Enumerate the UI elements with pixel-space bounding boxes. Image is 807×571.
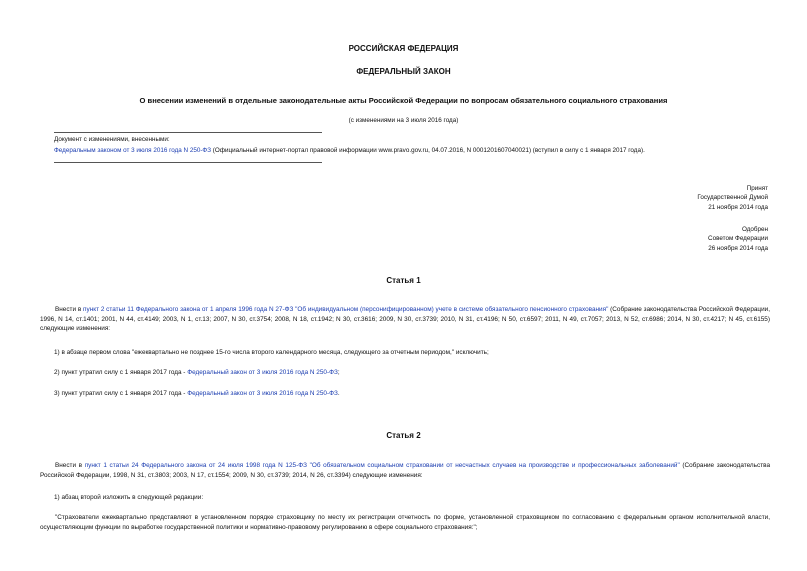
article-2-quote: "Страхователи ежеквартально представляют в установленном порядке страховщику по месту их регистрации отчетность по форме, установленной страховщиком по согласованию с федеральным органом исполнительной власти, осуществляющим функции по выработке государственной политики и нормативно-правовому регулированию в сфере социального страхования:"; bbox=[40, 514, 770, 531]
article-1-intro-start: Внести в bbox=[55, 306, 84, 313]
edition-note: (с изменениями на 3 июля 2016 года) bbox=[348, 117, 459, 124]
item-2-link[interactable]: Федеральный закон от 3 июля 2016 года N 250-ФЗ bbox=[187, 369, 338, 376]
item-2-text: 2) пункт утратил силу с 1 января 2017 года - bbox=[54, 369, 188, 376]
item-2-end: ; bbox=[337, 369, 340, 376]
law-title: О внесении изменений в отдельные законодательные акты Российской Федерации по вопросам обязательного социального страхования bbox=[139, 96, 668, 105]
article-2-link[interactable]: пункт 1 статьи 24 Федерального закона от 24 июля 1998 года N 125-ФЗ "Об обязательном социальном страховании от несчастных случаев на производстве и профессиональных заболеваний" bbox=[84, 462, 680, 469]
country-heading: РОССИЙСКАЯ ФЕДЕРАЦИЯ bbox=[348, 44, 459, 53]
adoption-council bbox=[708, 225, 768, 253]
article-2-intro bbox=[40, 461, 770, 480]
changes-link[interactable]: Федеральным законом от 3 июля 2016 года N 250-ФЗ bbox=[54, 146, 212, 154]
item-3-link[interactable]: Федеральный закон от 3 июля 2016 года N 250-ФЗ bbox=[187, 390, 338, 397]
item-3-text: 3) пункт утратил силу с 1 января 2017 года - bbox=[54, 390, 188, 397]
article-1-intro bbox=[40, 305, 770, 334]
duma-line-2: Государственной Думой bbox=[697, 194, 768, 202]
changes-label: Документ с изменениями, внесенными: bbox=[54, 136, 170, 143]
article-1-heading: Статья 1 bbox=[386, 276, 421, 285]
duma-line-1: Принят bbox=[746, 185, 768, 192]
changes-bottom-rule bbox=[54, 162, 322, 163]
article-1-item-3 bbox=[54, 390, 770, 399]
council-line-1: Одобрен bbox=[741, 226, 768, 233]
law-type-heading: ФЕДЕРАЛЬНЫЙ ЗАКОН bbox=[356, 67, 451, 76]
changes-top-rule bbox=[54, 132, 322, 133]
council-line-3: 26 ноября 2014 года bbox=[708, 244, 768, 252]
article-2-intro-start: Внести в bbox=[55, 462, 85, 469]
article-1-item-1: 1) в абзаце первом слова "ежеквартально не позднее 15-го числа второго календарного месяца, следующего за отчетным периодом," исключить; bbox=[54, 349, 489, 356]
adoption-duma bbox=[697, 184, 768, 212]
article-1-link[interactable]: пункт 2 статьи 11 Федерального закона от 1 апреля 1996 года N 27-ФЗ "Об индивидуальном (персонифицированном) учете в системе обязательного пенсионного страхования" bbox=[83, 306, 609, 313]
article-2-item-1: 1) абзац второй изложить в следующей редакции: bbox=[54, 494, 204, 501]
duma-line-3: 21 ноября 2014 года bbox=[708, 203, 768, 211]
article-2-heading: Статья 2 bbox=[386, 431, 421, 440]
article-1-intro-rest: (Собрание законодательства Российской Федерации, 1996, N 14, ст.1401; 2001, N 44, ст.4149; 2003, N 1, ст.13; 2007, N 30, ст.3754; 2008, N 18, ст.1942; N 30, ст.3616; 2009, N 30, ст.3739; 2010, N 31, ст.4196; N 50, ст.6597; 2011, N 49, ст.7057; 2013, N 52, ст.6986; 2014, N 30, ст.4217; N 45, ст.6155) следующие изменения: bbox=[40, 306, 771, 333]
changes-rest: (Официальный интернет-портал правовой информации www.pravo.gov.ru, 04.07.2016, N 0001201607040021) (вступил в силу с 1 января 2017 года). bbox=[211, 146, 645, 154]
article-1-item-2 bbox=[54, 369, 770, 378]
council-line-2: Советом Федерации bbox=[708, 235, 768, 243]
changes-block bbox=[54, 136, 754, 155]
item-3-end: . bbox=[337, 390, 340, 397]
changes-line bbox=[54, 147, 754, 156]
article-2-intro-rest: (Собрание законодательства Российской Федерации, 1998, N 31, ст.3803; 2003, N 17, ст.1554; 2009, N 30, ст.3739; 2014, N 26, ст.3394) следующие изменения: bbox=[40, 462, 770, 479]
